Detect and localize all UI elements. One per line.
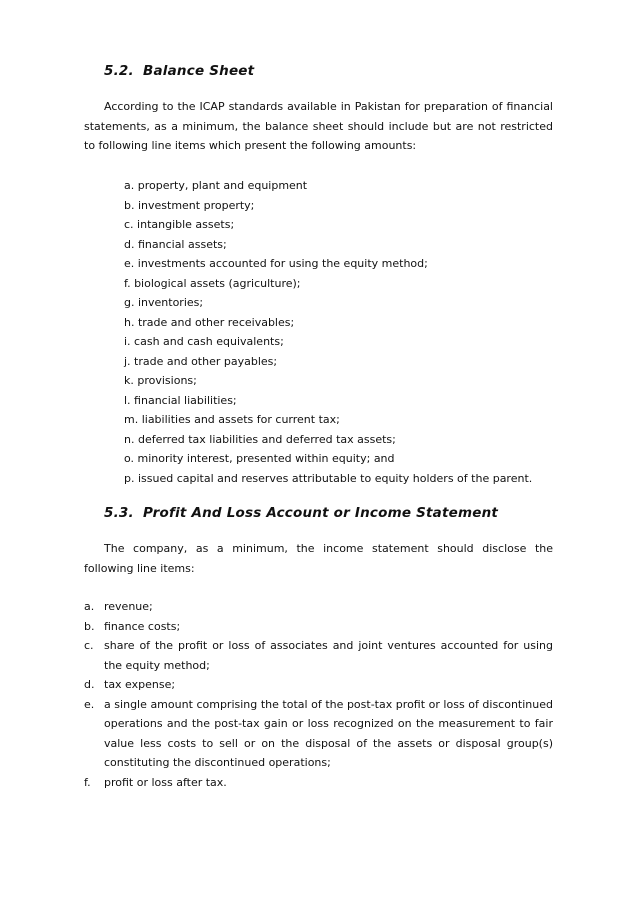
list-item: n. deferred tax liabilities and deferred tax assets;: [124, 432, 396, 446]
list-item-text: profit or loss after tax.: [104, 775, 227, 789]
section-title: Balance Sheet: [143, 63, 255, 79]
list-item-text: a single amount comprising the total of the post-tax profit or loss of discontinued operations and the post-tax gain or loss recognized on the measurement to fair value less costs to sell or on the disposal of the assets or disposal group(s) constituting the discontinued operations;: [104, 697, 553, 769]
list-item: c. intangible assets;: [124, 218, 235, 231]
list-item: h. trade and other receivables;: [124, 315, 295, 329]
section-number: 5.2.: [104, 63, 134, 79]
balance-sheet-line-items: [124, 176, 532, 488]
list-item-letter: b.: [84, 619, 95, 633]
list-item: b. investment property;: [124, 198, 255, 212]
list-item: [84, 636, 553, 675]
paragraph-text: According to the ICAP standards available in Pakistan for preparation of financial statements, as a minimum, the balance sheet should include but are not restricted to following line items which present the following amounts:: [84, 100, 553, 152]
income-statement-intro-paragraph: [84, 539, 553, 578]
list-item-text: share of the profit or loss of associates and joint ventures accounted for using the equity method;: [104, 639, 553, 672]
section-heading-income-statement: [104, 505, 498, 521]
list-item: k. provisions;: [124, 374, 197, 387]
list-item: g. inventories;: [124, 296, 204, 309]
list-item: l. financial liabilities;: [124, 393, 237, 407]
list-item-letter: a.: [84, 600, 95, 613]
list-item: j. trade and other payables;: [124, 354, 278, 368]
income-statement-line-items: [84, 597, 553, 792]
balance-sheet-intro-paragraph: [84, 97, 553, 156]
list-item: [84, 773, 553, 793]
section-heading-balance-sheet: [104, 63, 254, 79]
list-item: [84, 675, 553, 695]
list-item: i. cash and cash equivalents;: [124, 335, 284, 348]
list-item: d. financial assets;: [124, 237, 227, 251]
section-title: Profit And Loss Account or Income Statement: [143, 505, 499, 521]
list-item-letter: f.: [84, 775, 91, 789]
list-item-letter: e.: [84, 697, 95, 711]
list-item-text: finance costs;: [104, 619, 181, 633]
section-number: 5.3.: [104, 505, 134, 521]
list-item: [84, 617, 553, 637]
list-item: o. minority interest, presented within equity; and: [124, 452, 395, 465]
list-item-letter: c.: [84, 639, 94, 652]
paragraph-text: The company, as a minimum, the income statement should disclose the following line items:: [84, 542, 553, 575]
list-item: [84, 695, 553, 773]
list-item: p. issued capital and reserves attributable to equity holders of the parent.: [124, 471, 533, 485]
list-item-text: tax expense;: [104, 678, 176, 691]
list-item: a. property, plant and equipment: [124, 179, 308, 192]
list-item: m. liabilities and assets for current tax;: [124, 413, 340, 426]
list-item: [84, 597, 553, 617]
list-item-letter: d.: [84, 678, 95, 691]
list-item: e. investments accounted for using the equity method;: [124, 257, 428, 270]
list-item-text: revenue;: [104, 600, 153, 613]
list-item: f. biological assets (agriculture);: [124, 276, 301, 290]
